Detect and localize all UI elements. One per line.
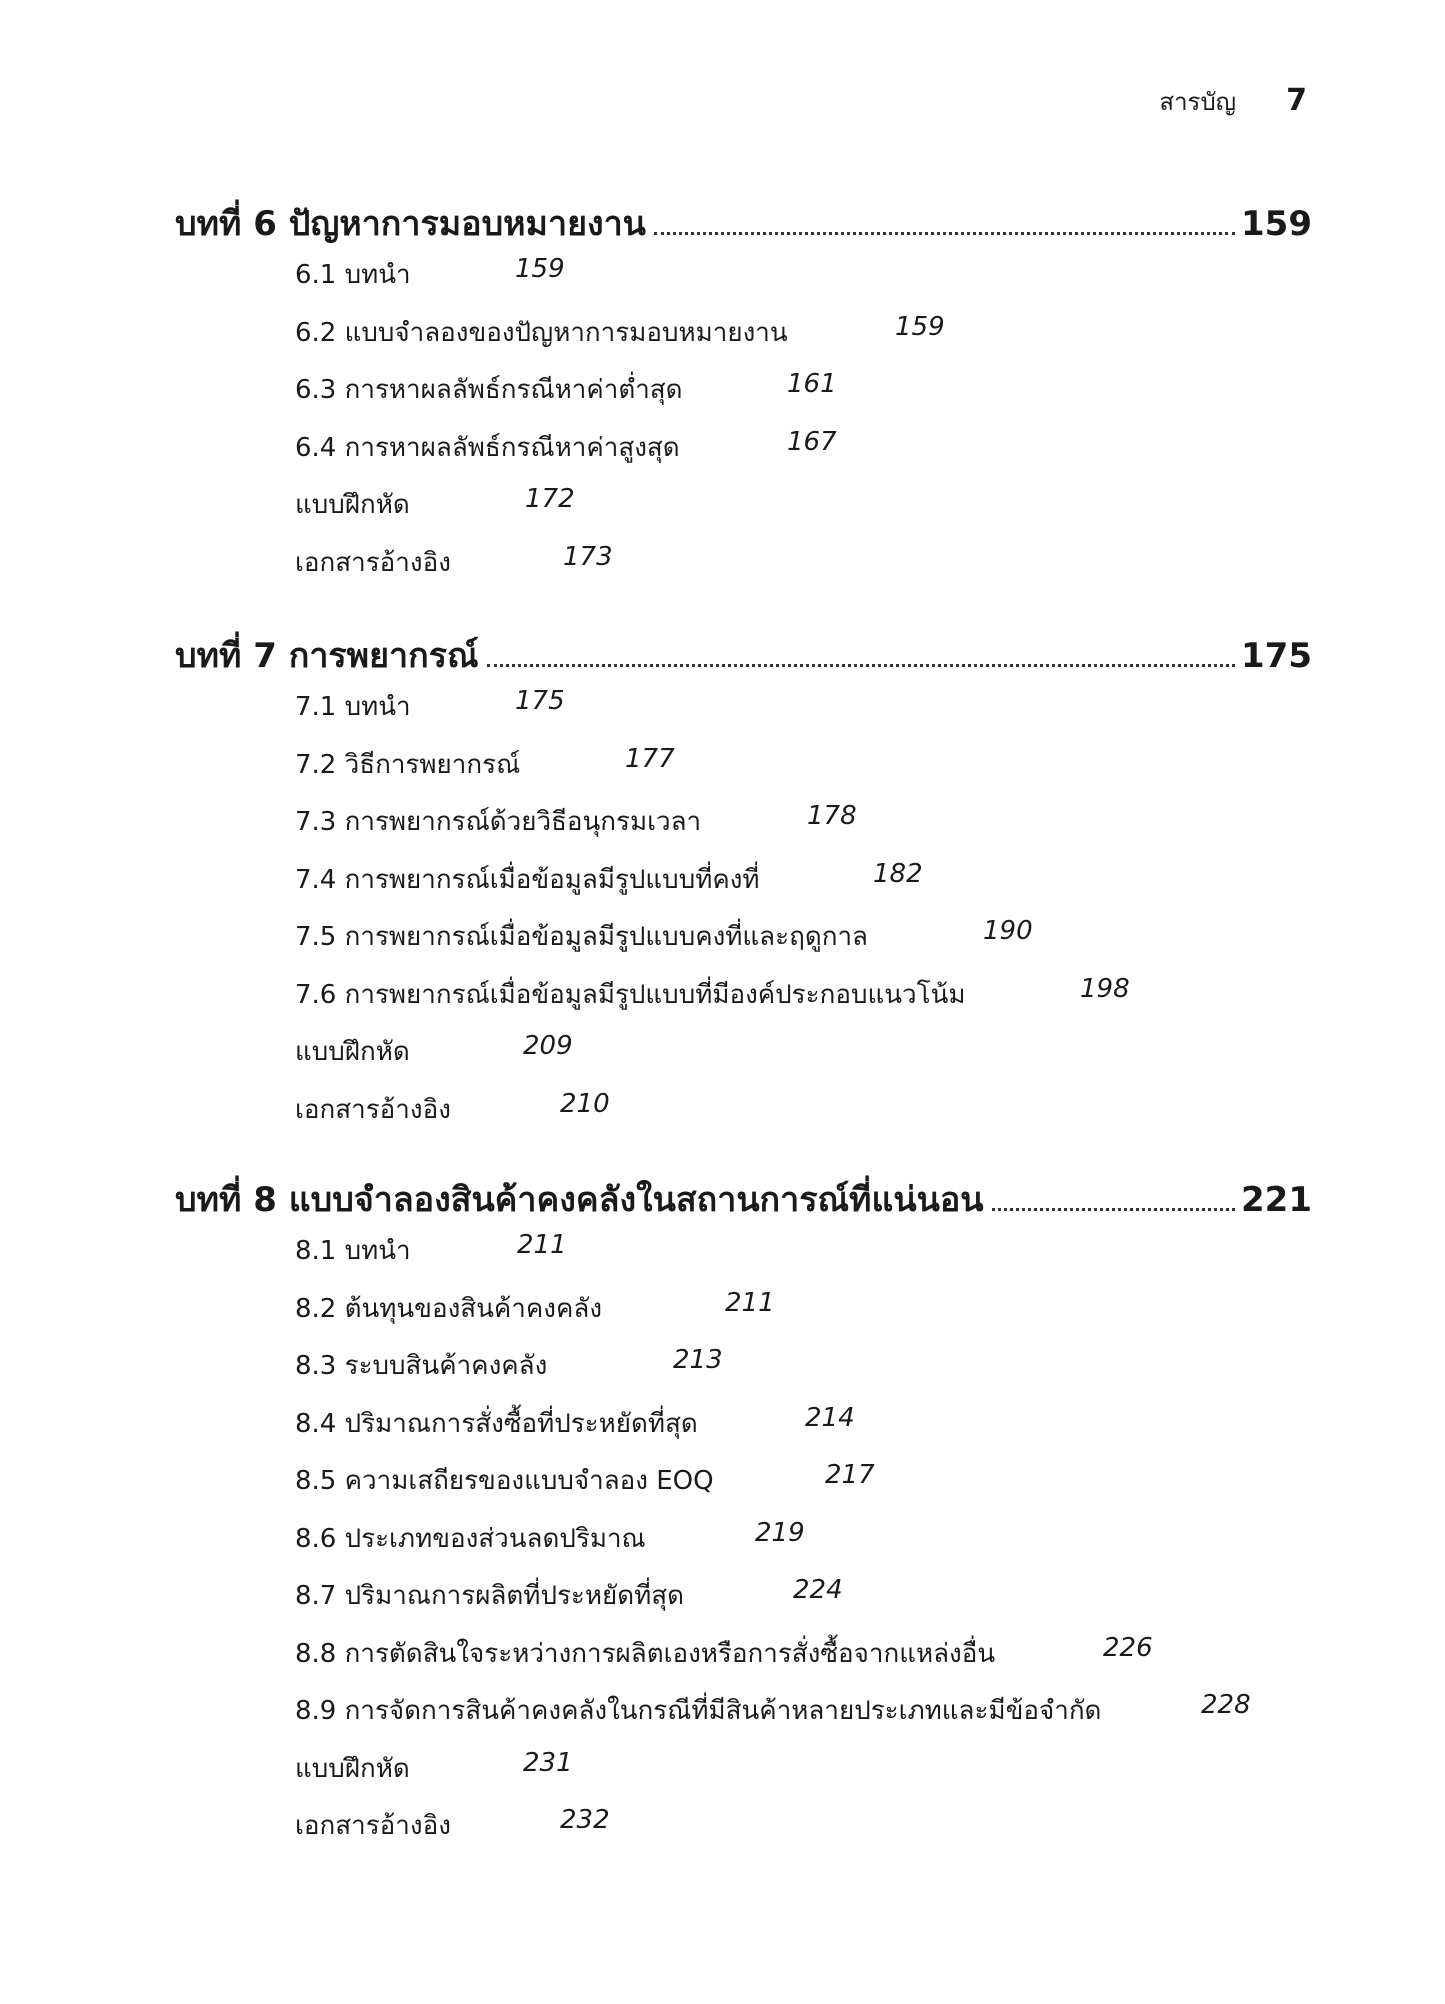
entry-page: 159 [895,311,945,342]
toc-entry[interactable] [295,1518,1312,1576]
chapter-title: บทที่ 6 ปัญหาการมอบหมายงาน [175,204,646,244]
toc-entry[interactable] [295,974,1312,1032]
toc-entry[interactable] [295,686,1312,744]
entry-page: 173 [563,541,613,572]
page-number: 7 [1286,83,1307,118]
chapter-8 [175,1172,1312,1863]
dot-leader [487,664,1236,667]
toc-entry[interactable] [295,254,1312,312]
toc-entry[interactable] [295,744,1312,802]
toc-entry[interactable] [295,1288,1312,1346]
entry-page: 161 [787,369,837,399]
toc-entry[interactable] [295,1748,1312,1806]
entry-page: 217 [825,1460,875,1490]
entry-page: 175 [515,686,565,716]
entry-label: 8.3 ระบบสินค้าคงคลัง [295,1351,548,1381]
chapter-page: 159 [1241,204,1312,244]
dot-leader [992,1208,1236,1211]
toc-entry[interactable] [295,369,1312,427]
entry-label: 8.6 ประเภทของส่วนลดปริมาณ [295,1523,646,1554]
toc-entry[interactable] [295,1089,1312,1147]
toc-entry[interactable] [295,1690,1312,1748]
entry-label: แบบฝึกหัด [295,490,410,520]
entry-label: 8.1 บทนำ [295,1236,411,1266]
entry-label: 7.1 บทนำ [295,692,411,722]
entry-label: 8.9 การจัดการสินค้าคงคลังในกรณีที่มีสินค้าหลายประเภทและมีข้อจำกัด [295,1696,1102,1726]
chapter-6 [175,196,1312,599]
toc-entry[interactable] [295,542,1312,600]
toc-entry[interactable] [295,1460,1312,1518]
entry-label: 7.4 การพยากรณ์เมื่อข้อมูลมีรูปแบบที่คงที่ [295,864,760,895]
entry-label: เอกสารอ้างอิง [295,1811,451,1841]
toc-entry[interactable] [295,859,1312,917]
entry-list [295,254,1312,599]
entry-label: 7.2 วิธีการพยากรณ์ [295,749,521,780]
toc-entry[interactable] [295,1230,1312,1288]
entry-label: 7.3 การพยากรณ์ด้วยวิธีอนุกรมเวลา [295,807,702,837]
chapter-7 [175,628,1312,1146]
entry-page: 198 [1080,973,1130,1004]
entry-page: 177 [625,743,675,774]
entry-page: 224 [793,1575,843,1605]
chapter-page: 221 [1241,1180,1312,1220]
toc-entry[interactable] [295,801,1312,859]
entry-page: 190 [983,916,1033,946]
chapter-heading[interactable] [175,1172,1312,1224]
entry-page: 214 [805,1402,855,1433]
dot-leader [654,232,1235,235]
chapter-page: 175 [1241,636,1312,676]
toc-entry[interactable] [295,1575,1312,1633]
entry-label: เอกสารอ้างอิง [295,1094,451,1125]
entry-label: 8.7 ปริมาณการผลิตที่ประหยัดที่สุด [295,1581,685,1611]
entry-page: 213 [673,1345,723,1375]
entry-page: 226 [1103,1632,1153,1663]
entry-label: 7.6 การพยากรณ์เมื่อข้อมูลมีรูปแบบที่มีองค์ประกอบแนวโน้ม [295,979,966,1010]
entry-label: 6.2 แบบจำลองของปัญหาการมอบหมายงาน [295,317,788,348]
entry-page: 159 [515,254,565,284]
entry-page: 167 [787,426,837,457]
toc-entry[interactable] [295,916,1312,974]
toc-entry[interactable] [295,1805,1312,1863]
entry-page: 219 [755,1517,805,1548]
entry-label: 6.4 การหาผลลัพธ์กรณีหาค่าสูงสุด [295,432,680,463]
entry-page: 182 [873,858,923,889]
entry-label: 6.1 บทนำ [295,260,411,290]
toc-entry[interactable] [295,1633,1312,1691]
toc-entry[interactable] [295,1345,1312,1403]
entry-page: 178 [807,801,857,831]
chapter-heading[interactable] [175,628,1312,680]
entry-label: แบบฝึกหัด [295,1753,410,1784]
entry-label: 8.8 การตัดสินใจระหว่างการผลิตเองหรือการสั่งซื้อจากแหล่งอื่น [295,1638,996,1669]
toc-entry[interactable] [295,312,1312,370]
chapter-title: บทที่ 8 แบบจำลองสินค้าคงคลังในสถานการณ์ที่แน่นอน [175,1180,984,1220]
entry-page: 231 [523,1747,573,1778]
entry-page: 209 [523,1031,573,1061]
entry-label: แบบฝึกหัด [295,1037,410,1067]
toc-entry[interactable] [295,484,1312,542]
entry-page: 211 [725,1287,775,1318]
toc-entry[interactable] [295,427,1312,485]
entry-label: 6.3 การหาผลลัพธ์กรณีหาค่าต่ำสุด [295,375,683,405]
toc-entry[interactable] [295,1031,1312,1089]
entry-page: 228 [1201,1690,1251,1720]
running-title: สารบัญ [1159,88,1237,116]
entry-page: 210 [560,1088,610,1119]
entry-label: 8.2 ต้นทุนของสินค้าคงคลัง [295,1293,603,1324]
entry-list [295,686,1312,1146]
entry-page: 232 [560,1805,610,1835]
entry-label: เอกสารอ้างอิง [295,547,451,578]
chapter-heading[interactable] [175,196,1312,248]
running-header [1159,82,1307,122]
entry-page: 172 [525,484,575,514]
entry-label: 8.4 ปริมาณการสั่งซื้อที่ประหยัดที่สุด [295,1408,698,1439]
entry-list [295,1230,1312,1863]
entry-label: 7.5 การพยากรณ์เมื่อข้อมูลมีรูปแบบคงที่และฤดูกาล [295,922,868,952]
chapter-title: บทที่ 7 การพยากรณ์ [175,636,479,676]
toc-entry[interactable] [295,1403,1312,1461]
entry-page: 211 [517,1230,567,1260]
entry-label: 8.5 ความเสถียรของแบบจำลอง EOQ [295,1466,714,1496]
